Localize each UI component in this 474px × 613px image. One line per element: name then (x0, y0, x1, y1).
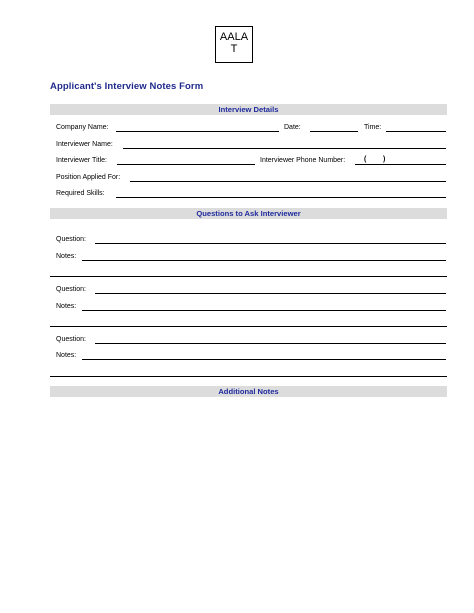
question-2-field[interactable] (95, 293, 446, 294)
position-applied-field[interactable] (130, 181, 446, 182)
section-header-interview-details: Interview Details (50, 104, 447, 115)
company-name-label: Company Name: (56, 124, 109, 131)
notes-1-extra-line[interactable] (50, 276, 447, 277)
interviewer-phone-label: Interviewer Phone Number: (260, 157, 346, 164)
notes-3-label: Notes: (56, 352, 77, 359)
notes-1-label: Notes: (56, 253, 77, 260)
required-skills-label: Required Skills: (56, 190, 105, 197)
logo-text-line1: AALA (219, 31, 249, 43)
notes-2-extra-line[interactable] (50, 326, 447, 327)
company-name-field[interactable] (116, 131, 279, 132)
notes-3-extra-line[interactable] (50, 376, 447, 377)
question-1-label: Question: (56, 236, 86, 243)
time-field[interactable] (386, 131, 446, 132)
required-skills-field[interactable] (116, 197, 446, 198)
question-3-label: Question: (56, 336, 86, 343)
question-2-label: Question: (56, 286, 86, 293)
notes-3-field[interactable] (82, 359, 446, 360)
notes-2-label: Notes: (56, 303, 77, 310)
date-field[interactable] (310, 131, 358, 132)
question-1-field[interactable] (95, 243, 446, 244)
phone-close-paren: ) (383, 156, 386, 163)
interviewer-phone-field[interactable] (355, 164, 446, 165)
time-label: Time: (364, 124, 382, 131)
position-applied-label: Position Applied For: (56, 174, 121, 181)
interviewer-name-label: Interviewer Name: (56, 141, 113, 148)
logo-text-line2: T (230, 43, 238, 55)
interviewer-title-label: Interviewer Title: (56, 157, 107, 164)
phone-open-paren: ( (364, 156, 367, 163)
company-logo (215, 26, 253, 63)
section-header-questions: Questions to Ask Interviewer (50, 208, 447, 219)
interviewer-title-field[interactable] (117, 164, 255, 165)
interviewer-name-field[interactable] (123, 148, 446, 149)
date-label: Date: (284, 124, 301, 131)
notes-1-field[interactable] (82, 260, 446, 261)
question-3-field[interactable] (95, 343, 446, 344)
section-header-additional-notes: Additional Notes (50, 386, 447, 397)
notes-2-field[interactable] (82, 310, 446, 311)
form-title: Applicant's Interview Notes Form (50, 81, 204, 92)
